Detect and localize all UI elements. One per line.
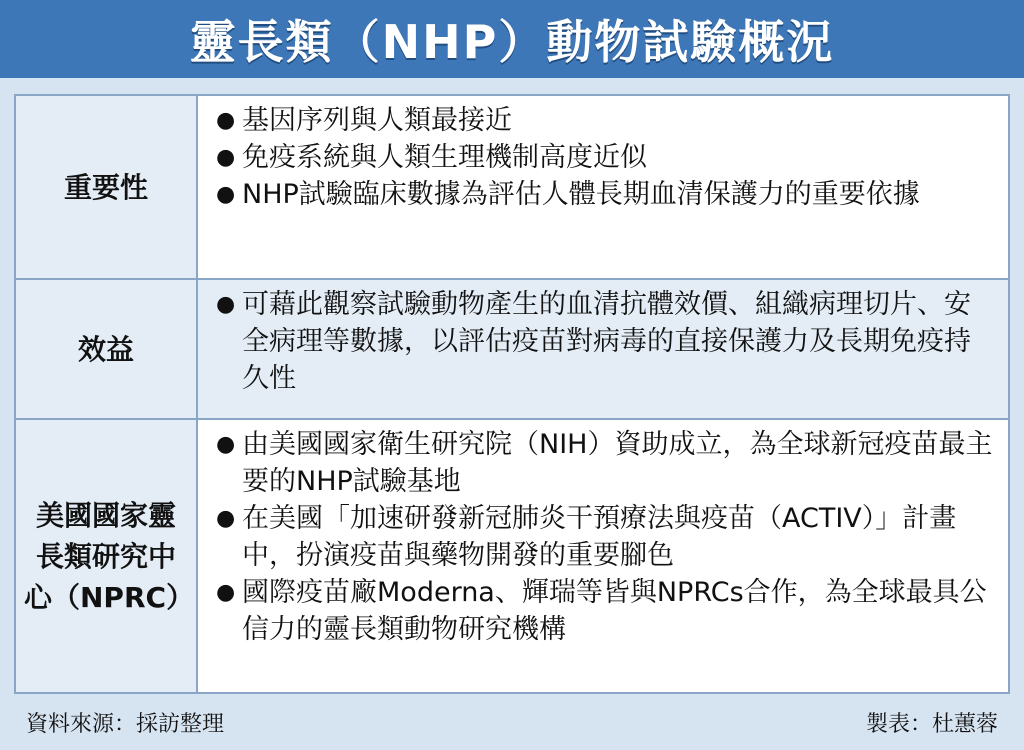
row-label-benefit: 效益 — [16, 280, 198, 418]
bullet-icon: ● — [216, 292, 236, 317]
source-note: 資料來源：採訪整理 — [26, 711, 225, 737]
row-label-nprc: 美國國家靈長類研究中心（NPRC） — [16, 420, 198, 692]
bullet-icon: ● — [216, 432, 236, 457]
bullet-icon: ● — [216, 145, 236, 170]
list-item — [216, 176, 994, 213]
table-row-importance — [16, 96, 1008, 280]
bullet-icon: ● — [216, 580, 236, 605]
bullet-text: 由美國國家衛生研究院（NIH）資助成立，為全球新冠疫苗最主要的NHP試驗基地 — [242, 429, 993, 497]
footer — [0, 700, 1024, 744]
bullet-text: NHP試驗臨床數據為評估人體長期血清保護力的重要依據 — [242, 179, 920, 210]
bullet-icon: ● — [216, 182, 236, 207]
table-row-nprc — [16, 420, 1008, 692]
list-item — [216, 139, 994, 176]
bullet-text: 可藉此觀察試驗動物產生的血清抗體效價、組織病理切片、安全病理等數據，以評估疫苗對病毒的直接保護力及長期免疫持久性 — [242, 289, 971, 394]
list-item — [216, 286, 994, 397]
list-item — [216, 500, 994, 574]
row-body-nprc — [198, 420, 1008, 692]
bullet-text: 免疫系統與人類生理機制高度近似 — [242, 142, 647, 173]
row-label-importance: 重要性 — [16, 96, 198, 278]
bullet-text: 基因序列與人類最接近 — [242, 105, 512, 136]
list-item — [216, 574, 994, 648]
bullet-icon: ● — [216, 506, 236, 531]
row-body-importance — [198, 96, 1008, 278]
bullet-text: 國際疫苗廠Moderna、輝瑞等皆與NPRCs合作，為全球最具公信力的靈長類動物研究機構 — [242, 577, 987, 645]
author-note: 製表：杜蕙蓉 — [865, 711, 998, 737]
bullet-text: 在美國「加速研發新冠肺炎干預療法與疫苗（ACTIV）」計畫中，扮演疫苗與藥物開發的重要腳色 — [242, 503, 957, 571]
bullet-icon: ● — [216, 108, 236, 133]
row-body-benefit — [198, 280, 1008, 418]
list-item — [216, 426, 994, 500]
page-title: 靈長類（NHP）動物試驗概況 — [0, 0, 1024, 78]
list-item — [216, 102, 994, 139]
table-row-benefit — [16, 280, 1008, 420]
overview-table — [14, 94, 1010, 694]
